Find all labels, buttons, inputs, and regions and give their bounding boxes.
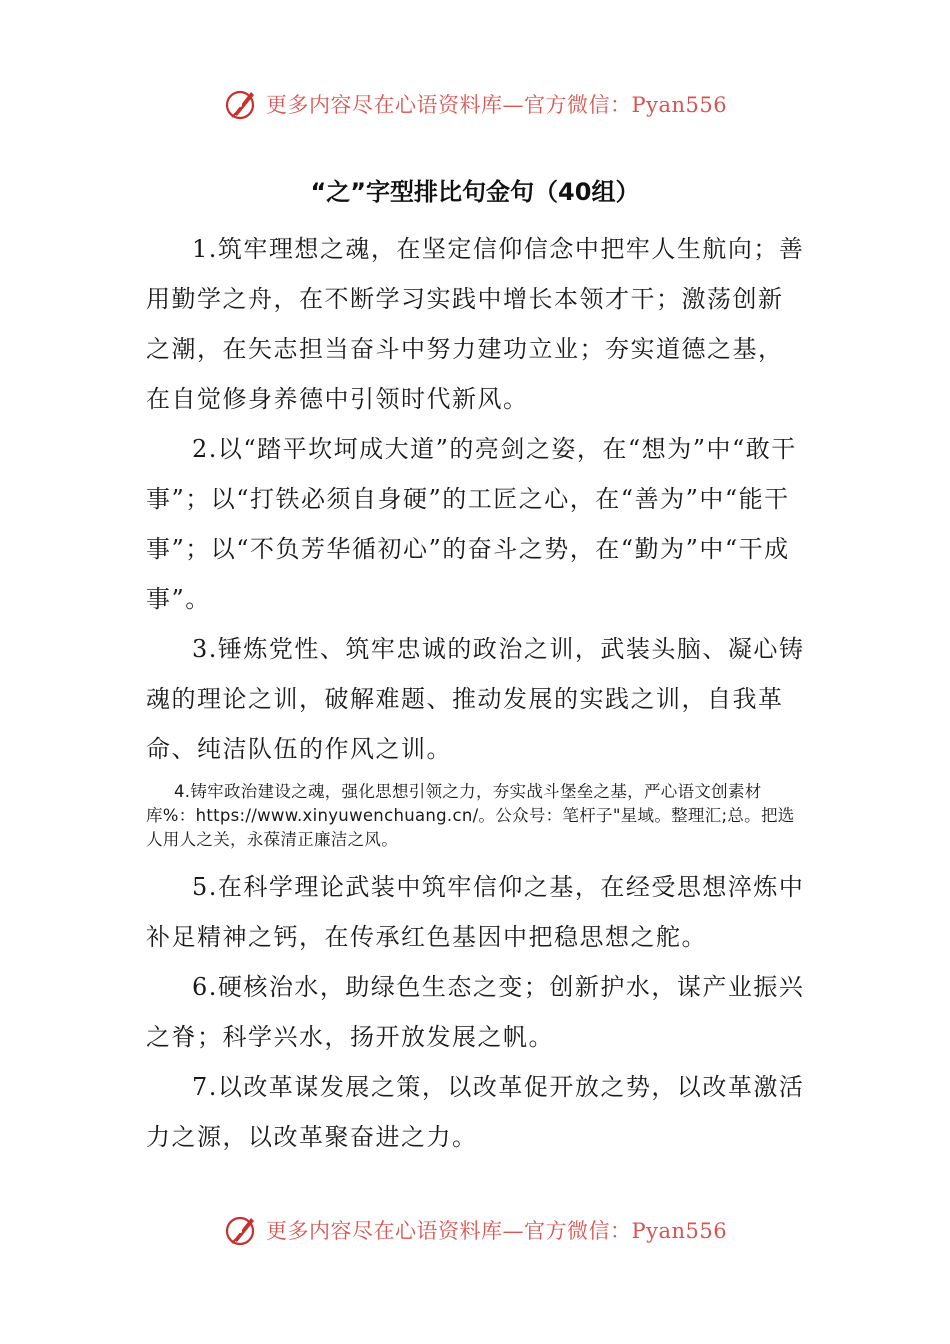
paragraph-6: 6.硬核治水，助绿色生态之变；创新护水，谋产业振兴之脊；科学兴水，扬开放发展之帆。 (146, 973, 805, 1051)
quill-pen-logo-icon (224, 1212, 260, 1248)
quill-pen-logo-icon (224, 86, 260, 122)
header-banner (0, 84, 950, 124)
footer-banner-text: 更多内容尽在心语资料库—官方微信：Pyan556 (266, 1219, 728, 1243)
paragraph-1: 1.筑牢理想之魂，在坚定信仰信念中把牢人生航向；善用勤学之舟，在不断学习实践中增长本领才干；激荡创新之潮，在矢志担当奋斗中努力建功立业；夯实道德之基，在自觉修身养德中引领时代新风。 (146, 235, 805, 413)
header-banner-text: 更多内容尽在心语资料库—官方微信：Pyan556 (266, 93, 728, 117)
paragraph-4: 4.铸牢政治建设之魂，强化思想引领之力，夯实战斗堡垒之基，严心语文创素材库%：https://www.xinyuwenchuang.cn/。公众号：笔杆子"星域。整理汇;总。把选人用人之关，永葆清正廉洁之风。 (146, 782, 795, 849)
paragraph-7: 7.以改革谋发展之策，以改革促开放之势，以改革激活力之源，以改革聚奋进之力。 (146, 1073, 805, 1151)
document-body (146, 224, 806, 1162)
footer-banner (0, 1210, 950, 1250)
paragraph-5: 5.在科学理论武装中筑牢信仰之基，在经受思想淬炼中补足精神之钙，在传承红色基因中把稳思想之舵。 (146, 873, 805, 951)
page-title: “之”字型排比句金句（40组） (310, 178, 640, 206)
paragraph-2: 2.以“踏平坎坷成大道”的亮剑之姿，在“想为”中“敢干事”；以“打铁必须自身硬”的工匠之心，在“善为”中“能干事”；以“不负芳华循初心”的奋斗之势，在“勤为”中“干成事”。 (146, 435, 797, 613)
paragraph-3: 3.锤炼党性、筑牢忠诚的政治之训，武装头脑、凝心铸魂的理论之训，破解难题、推动发展的实践之训，自我革命、纯洁队伍的作风之训。 (146, 635, 805, 763)
